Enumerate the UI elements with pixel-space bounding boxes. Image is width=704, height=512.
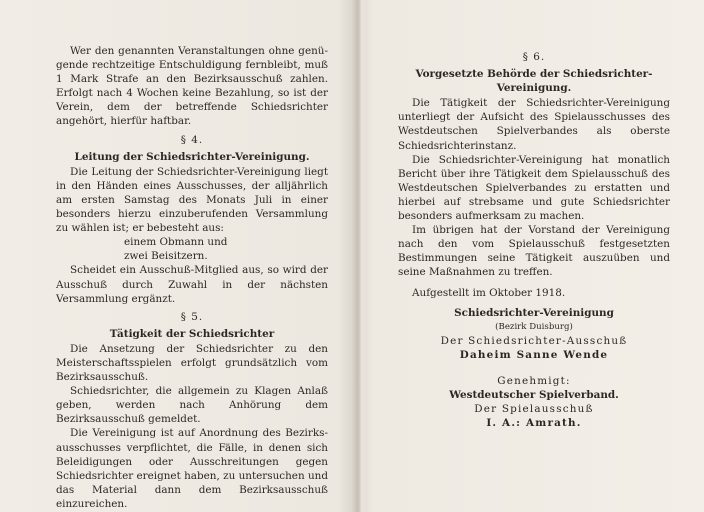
paragraph-leadership: Die Leitung der Schiedsrichter-Vereinigung liegt in den Händen eines Ausschusses, der alljährlich am ersten Samstag des Monats Juli in einer besonders hierzu einzuberufenden Versammlung zu wählen ist; er bebesteht aus: [56,165,328,235]
paragraph-monthly-report: Die Schiedsrichter-Vereinigung hat monatlich Bericht über ihre Tätigkeit dem Spielausschuß des Westdeutschen Spielverbandes zu erstatten und hierbei auf strebsame und gute Schiedsrichter besonders aufmerksam zu machen. [398,153,670,223]
paragraph-complaints: Schiedsrichter, die allgemein zu Klagen Anlaß geben, werden nach Anhörung dem Bezirksausschuß gemeldet. [56,385,328,426]
list-item-chairman: einem Obmann und [124,236,228,249]
page-fold [352,0,366,512]
committee-names: Daheim Sanne Wende [459,348,609,361]
sub-committee-title: Der Spielausschuß [474,403,594,416]
organisation-name: Schiedsrichter-Vereinigung [454,306,614,319]
section-6-heading: Vorgesetzte Behörde der Schiedsrichter-Vereinigung. [415,68,653,95]
list-item-assessors: zwei Beisitzern. [124,250,208,263]
paragraph-member-leaves: Scheidet ein Ausschuß-Mitglied aus, so wird der Ausschuß durch Zuwahl in der nächsten Versammlung ergänzt. [56,264,328,305]
section-6-number: § 6. [522,51,546,63]
district-name: (Bezirk Duisburg) [495,321,573,332]
section-5-heading: Tätigkeit der Schiedsrichter [109,327,275,340]
paragraph-absence-penalty: Wer den genannten Veranstaltungen ohne genügende rechtzeitige Entschuldigung fernbleibt, muß 1 Mark Strafe an den Bezirksausschuß zahlen. Erfolgt nach 4 Wochen keine Bezahlung, so ist der Verein, dem der betreffende Schiedsrichter angehört, hierfür haftbar. [56,45,328,128]
committee-title: Der Schiedsrichter-Ausschuß [440,334,628,347]
date-line: Aufgestellt im Oktober 1918. [412,286,566,299]
signature-line: I. A.: Amrath. [486,417,582,430]
paragraph-board-duties: Im übrigen hat der Vorstand der Vereinigung nach den vom Spielausschuß festgesetzten Bestimmungen seine Tätigkeit auszuüben und seine Maßnahmen zu treffen. [398,224,670,279]
right-page [398,46,670,430]
section-4-number: § 4. [180,133,204,146]
section-5-number: § 5. [180,310,204,323]
left-page [56,44,328,511]
paragraph-investigation: Die Vereinigung ist auf Anordnung des Bezirksausschusses verpflichtet, die Fälle, in denen sich Beleidigungen oder Ausschreitungen gegen Schiedsrichter ereignet haben, zu untersuchen und das Material dann dem Bezirksausschuß einzureichen. [56,427,328,510]
section-4-heading: Leitung der Schiedsrichter-Vereinigung. [74,150,310,163]
approval-label: Genehmigt: [497,374,571,387]
paragraph-assignment: Die Ansetzung der Schiedsrichter zu den Meisterschaftsspielen erfolgt grundsätzlich vom Bezirksausschuß. [56,342,328,384]
paragraph-supervision: Die Tätigkeit der Schiedsrichter-Vereinigung unterliegt der Aufsicht des Spielausschusses des Westdeutschen Spielverbandes als oberste Schiedsrichterinstanz. [398,97,670,152]
association-name: Westdeutscher Spielverband. [449,389,619,402]
